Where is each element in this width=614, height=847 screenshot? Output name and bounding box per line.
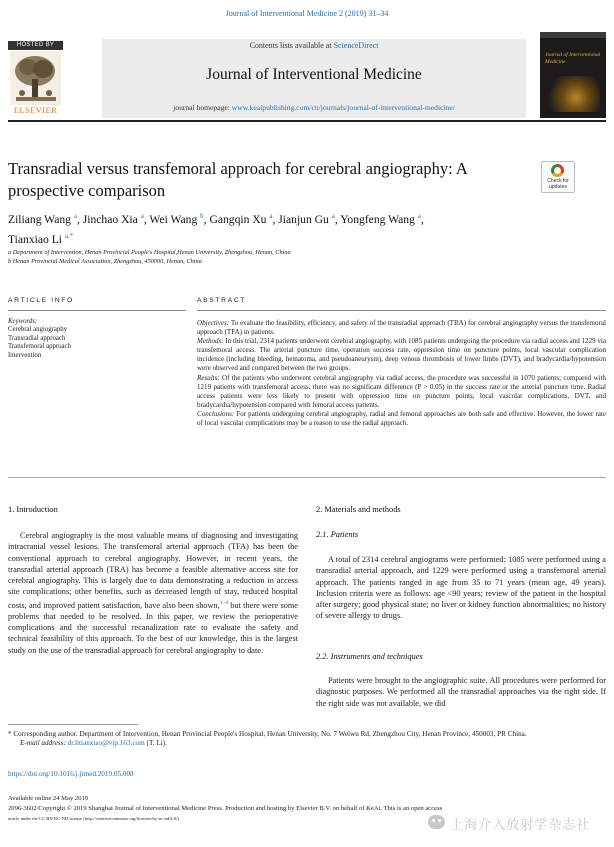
wechat-icon — [428, 815, 445, 829]
check-updates-label: Check for updates — [547, 178, 569, 190]
email-link[interactable]: dr.litianxiao@vip.163.com — [67, 739, 145, 748]
keyword[interactable]: Intervention — [8, 351, 42, 359]
journal-cover-image[interactable] — [540, 32, 606, 118]
email-line — [8, 739, 606, 748]
results-text: Of the patients who underwent cerebral angiography via radial access, the procedure was successful in 1070 patients; compared with 1219 patients with transfemoral access, there was no significant difference (P > 0.05) in the success rate or the arterial puncture time. Radial access patients were less likely to present with oppression time on puncture points, local vascular complications, DVT, and bradycardia/hypotension compared with femoral access patients. — [197, 373, 606, 409]
results-label: Results: — [197, 373, 220, 382]
author-affiliation-mark[interactable]: a — [140, 212, 144, 220]
keyword[interactable]: Transfemoral approach — [8, 343, 71, 351]
check-for-updates-button[interactable] — [541, 161, 575, 193]
sciencedirect-link[interactable]: ScienceDirect — [333, 41, 379, 50]
contents-prefix: Contents lists available at — [249, 41, 332, 50]
elsevier-tree-icon — [10, 51, 61, 105]
doi-link[interactable]: https://doi.org/10.1016/j.jimed.2019.05.008 — [8, 770, 134, 778]
abstract-rule — [197, 310, 606, 311]
cover-title: Journal of Interventional Medicine — [545, 52, 601, 65]
introduction-heading: 1. Introduction — [8, 505, 58, 514]
intro-text-part2: but there were some problems that needed to be resolved. In this paper, we review the perioperative complications and the successful recanalization rate to evaluate the safety and technical feasibility of this approach. To the best of our knowledge, this is the largest study on the use of the transradial approach for cerebral angiography to date. — [8, 600, 298, 655]
patients-heading: 2.1. Patients — [316, 530, 359, 539]
watermark-text: 上海介入放射学杂志社 — [450, 817, 590, 833]
author-affiliation-mark[interactable]: a — [269, 212, 273, 220]
journal-name: Journal of Interventional Medicine — [206, 66, 422, 83]
footnote-rule — [8, 724, 138, 725]
header-rule — [8, 120, 606, 122]
wechat-watermark — [428, 812, 608, 834]
footnote-block — [8, 730, 606, 748]
author-name[interactable]: Ziliang Wang — [8, 212, 71, 226]
instruments-body — [316, 675, 606, 709]
author-name[interactable]: Wei Wang — [149, 212, 198, 226]
author-name[interactable]: Jianjun Gu — [278, 212, 329, 226]
intro-text-part1: Cerebral angiography is the most valuable means of diagnosing and investigating intracranial vessel lesions. The transfemoral arterial approach (TFA) has been the conventional approach to cerebral angiography. However, in recent years, the transradial arterial approach (TRA) has become a feasible alternative access site for cerebral angiography. This is largely due to data demonstrating a reduction in access site complications; other benefits, such as decreased length of stay, reduced hospital costs, and improved patient satisfaction, have also been shown, — [8, 531, 298, 610]
objectives-label: Objectives: — [197, 319, 230, 327]
article-info-heading: ARTICLE INFO — [8, 297, 74, 304]
keywords-heading: Keywords: — [8, 318, 38, 325]
author-name[interactable]: Jinchao Xia — [82, 212, 138, 226]
affiliation-a: a Department of Intervention, Henan Provincial People's Hospital,Henan University, Zhengzhou, Henan, China — [8, 249, 291, 256]
author-affiliation-mark[interactable]: a — [417, 212, 421, 220]
author-affiliation-mark[interactable]: a — [73, 212, 77, 220]
author-name[interactable]: Gangqin Xu — [209, 212, 267, 226]
introduction-body — [8, 530, 298, 656]
abstract-body — [197, 319, 606, 428]
author-name[interactable]: Yongfeng Wang — [340, 212, 415, 226]
homepage-prefix: journal homepage: — [173, 103, 230, 112]
keyword[interactable]: Cerebral angiography — [8, 326, 68, 334]
cover-artwork — [546, 76, 600, 112]
author-list: Ziliang Wang $^a$, Jinchao Xia $^a$, Wei Wang $^b$, Gangqin Xu $^a$, Jianjun Gu $^a$, Yongfeng Wang $^a$, Tianxiao Li $^{a,*}$ — [8, 212, 424, 246]
conclusions-text: For patients undergoing cerebral angiography, radial and femoral approaches are both safe and effective. However, the lower rate of local vascular complications may be a reason to use the radial approach. — [197, 409, 606, 428]
journal-header-band — [102, 39, 526, 118]
copyright-line: 2096-3602/Copyright © 2019 Shanghai Journal of Interventional Medicine Press. Production and hosting by Elsevier B.V. on behalf of KeAi. This is an open access — [8, 805, 443, 812]
contents-line — [102, 41, 526, 50]
instruments-text: Patients were brought to the angiographic suite. All procedures were performed for diagnostic purposes. We performed all the transradial approaches via the right side. If the right side was not available, we did — [316, 676, 606, 708]
abstract-heading: ABSTRACT — [197, 297, 247, 304]
homepage-link[interactable]: www.keaipublishing.com/cn/journals/journal-of-interventional-medicine/ — [231, 103, 455, 112]
check-updates-icon — [551, 164, 564, 177]
hosted-by-label: HOSTED BY — [8, 41, 63, 50]
author-affiliation-mark[interactable]: b — [200, 212, 204, 220]
affiliation-b: b Henan Provincial Medical Association, Zhengzhou, 450000, Henan, China — [8, 258, 202, 265]
cover-stripe — [540, 32, 606, 38]
available-online: Available online 24 May 2019 — [8, 795, 89, 802]
email-suffix: (T. Li). — [146, 739, 167, 748]
journal-reference[interactable]: Journal of Interventional Medicine 2 (2019) 31–34 — [225, 9, 389, 18]
article-title: Transradial versus transfemoral approach for cerebral angiography: A prospective comparison — [8, 159, 467, 200]
reference-link[interactable]: 1–4 — [219, 599, 228, 606]
elsevier-logo[interactable] — [8, 41, 63, 116]
keywords-block — [8, 318, 178, 360]
author-name[interactable]: Tianxiao Li — [8, 232, 63, 246]
keyword[interactable]: Transradial approach — [8, 334, 66, 342]
elsevier-wordmark: ELSEVIER — [13, 105, 58, 115]
instruments-heading: 2.2. Instruments and techniques — [316, 652, 423, 661]
methods-heading: 2. Materials and methods — [316, 505, 401, 514]
journal-homepage — [102, 103, 526, 112]
author-affiliation-mark[interactable]: a — [331, 212, 335, 220]
author-affiliation-mark[interactable]: a,* — [64, 231, 74, 240]
email-label: E-mail address: — [20, 739, 66, 748]
methods-label: Methods: — [197, 337, 224, 346]
patients-text: A total of 2314 cerebral angiograms were performed: 1085 were performed using a transradial arterial approach, and 1229 were performed using a transfemoral arterial approach. The patients ranged in age from 35 to 71 years (mean age, 49 years). Inclusion criteria were as follows: age <90 years; review of the patient in the hospital after surgery; good physical state; no liver or kidney function abnormalities; no history of severe allergy to drugs. — [316, 555, 606, 621]
license-line[interactable]: article under the CC BY-NC-ND license (http://creativecommons.org/licenses/by-nc-nd/4.0/). — [8, 816, 181, 821]
abstract-bottom-rule — [8, 477, 606, 478]
objectives-text: To evaluate the feasibility, efficiency, and safety of the transradial approach (TRA) for cerebral angiography versus the transfemoral approach (TFA) in patients. — [197, 319, 606, 337]
methods-text: In this trial, 2314 patients underwent cerebral angiography, with 1085 patients undergoing the procedure via radial access and 1229 via transfemoral access. The arterial puncture time, operation success rate, oppression time on puncture points, local vascular complication incidence (including bleeding, hematoma, and pseudoaneurysm), deep venous thrombosis of lower limbs (DVT), and bradycardia/hypotension were observed and compared between the two groups. — [197, 337, 606, 373]
patients-body — [316, 554, 606, 622]
conclusions-label: Conclusions: — [197, 409, 235, 418]
corresponding-author-note: * Corresponding author. Department of Intervention, Henan Provincial People's Hospital, Henan University, No. 7 Weiwu Rd, Zhengzhou City, Henan Province, 450003, PR China. — [8, 730, 527, 738]
article-info-rule — [8, 310, 186, 311]
